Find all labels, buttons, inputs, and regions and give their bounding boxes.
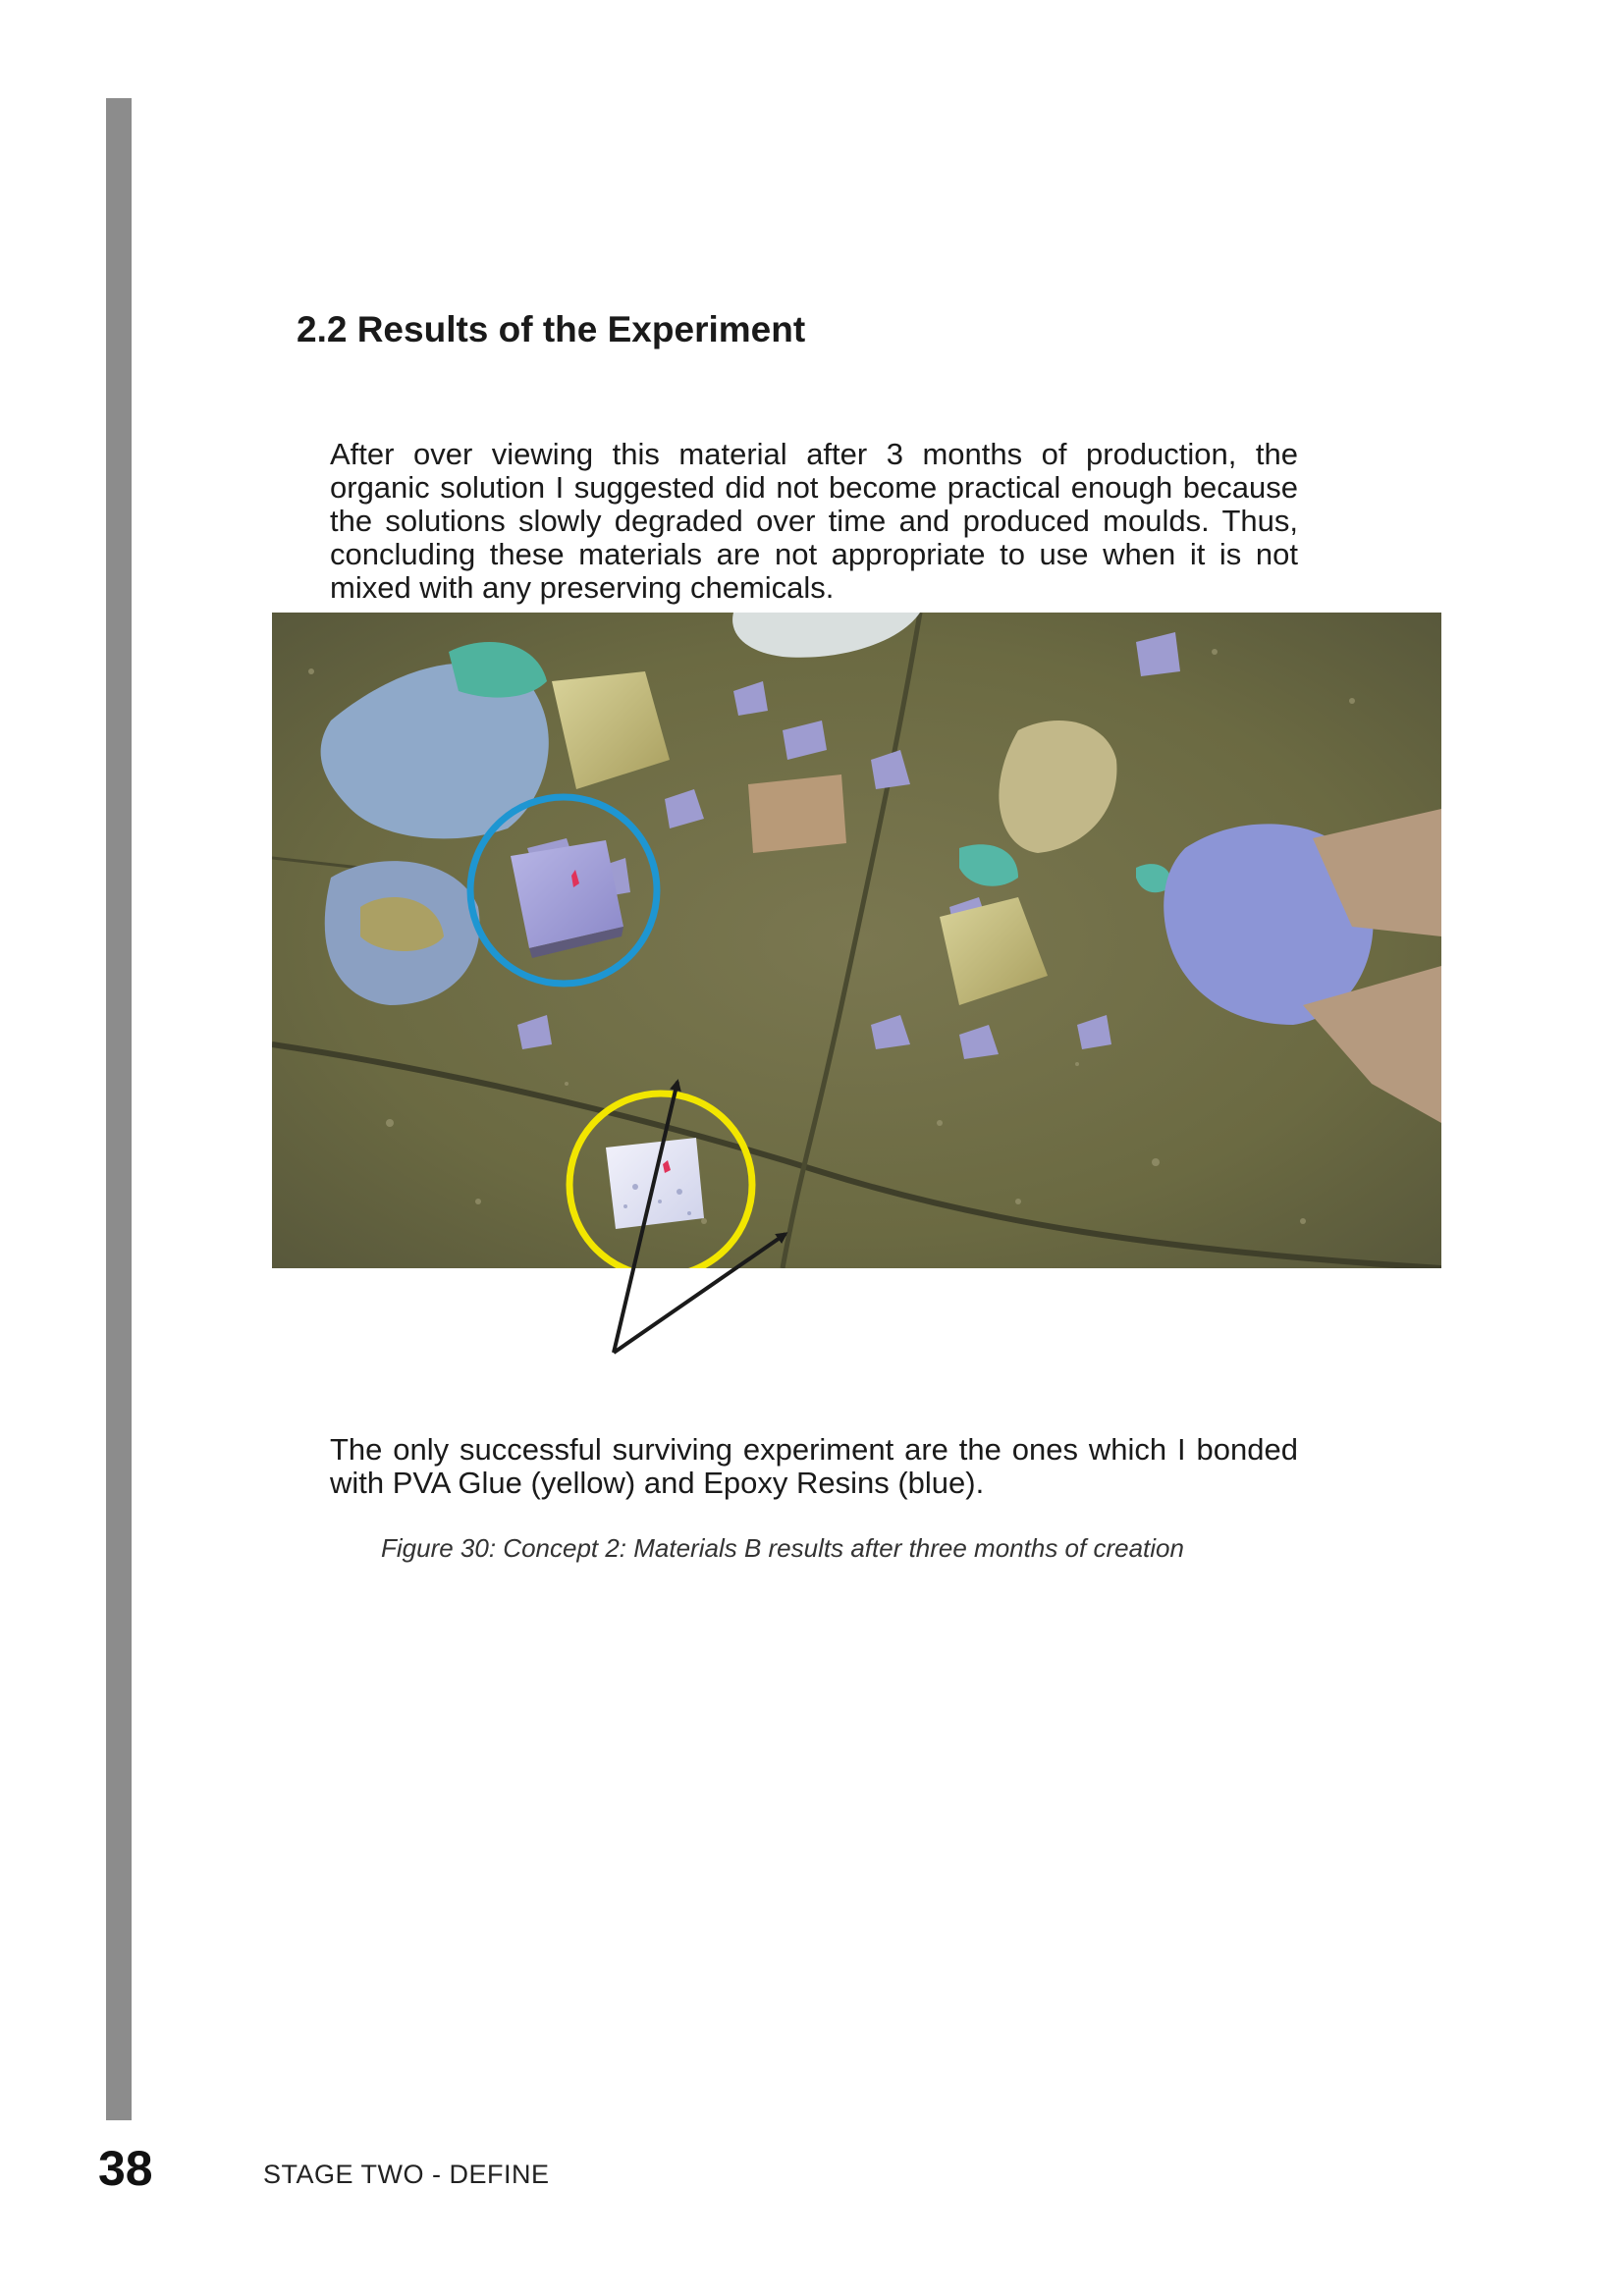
figure-caption: Figure 30: Concept 2: Materials B results after three months of creation xyxy=(381,1533,1184,1563)
organic-block xyxy=(748,774,846,853)
results-paragraph: The only successful surviving experiment are the ones which I bonded with PVA Glue (yellow) and Epoxy Resins (blue). xyxy=(330,1432,1298,1500)
experiment-photo xyxy=(272,613,1441,1268)
intro-paragraph: After over viewing this material after 3 months of production, the organic solution I suggested did not become practical enough because the solutions slowly degraded over time and produced moulds. Thus, concluding these materials are not appropriate to use when it is not mixed with any preserving chemicals. xyxy=(330,437,1298,605)
section-title: 2.2 Results of the Experiment xyxy=(297,309,806,349)
pva-glue-cube xyxy=(606,1138,704,1229)
side-margin-bar xyxy=(106,98,132,2120)
footer-stage-label: STAGE TWO - DEFINE xyxy=(263,2160,550,2189)
page-number: 38 xyxy=(98,2141,153,2196)
